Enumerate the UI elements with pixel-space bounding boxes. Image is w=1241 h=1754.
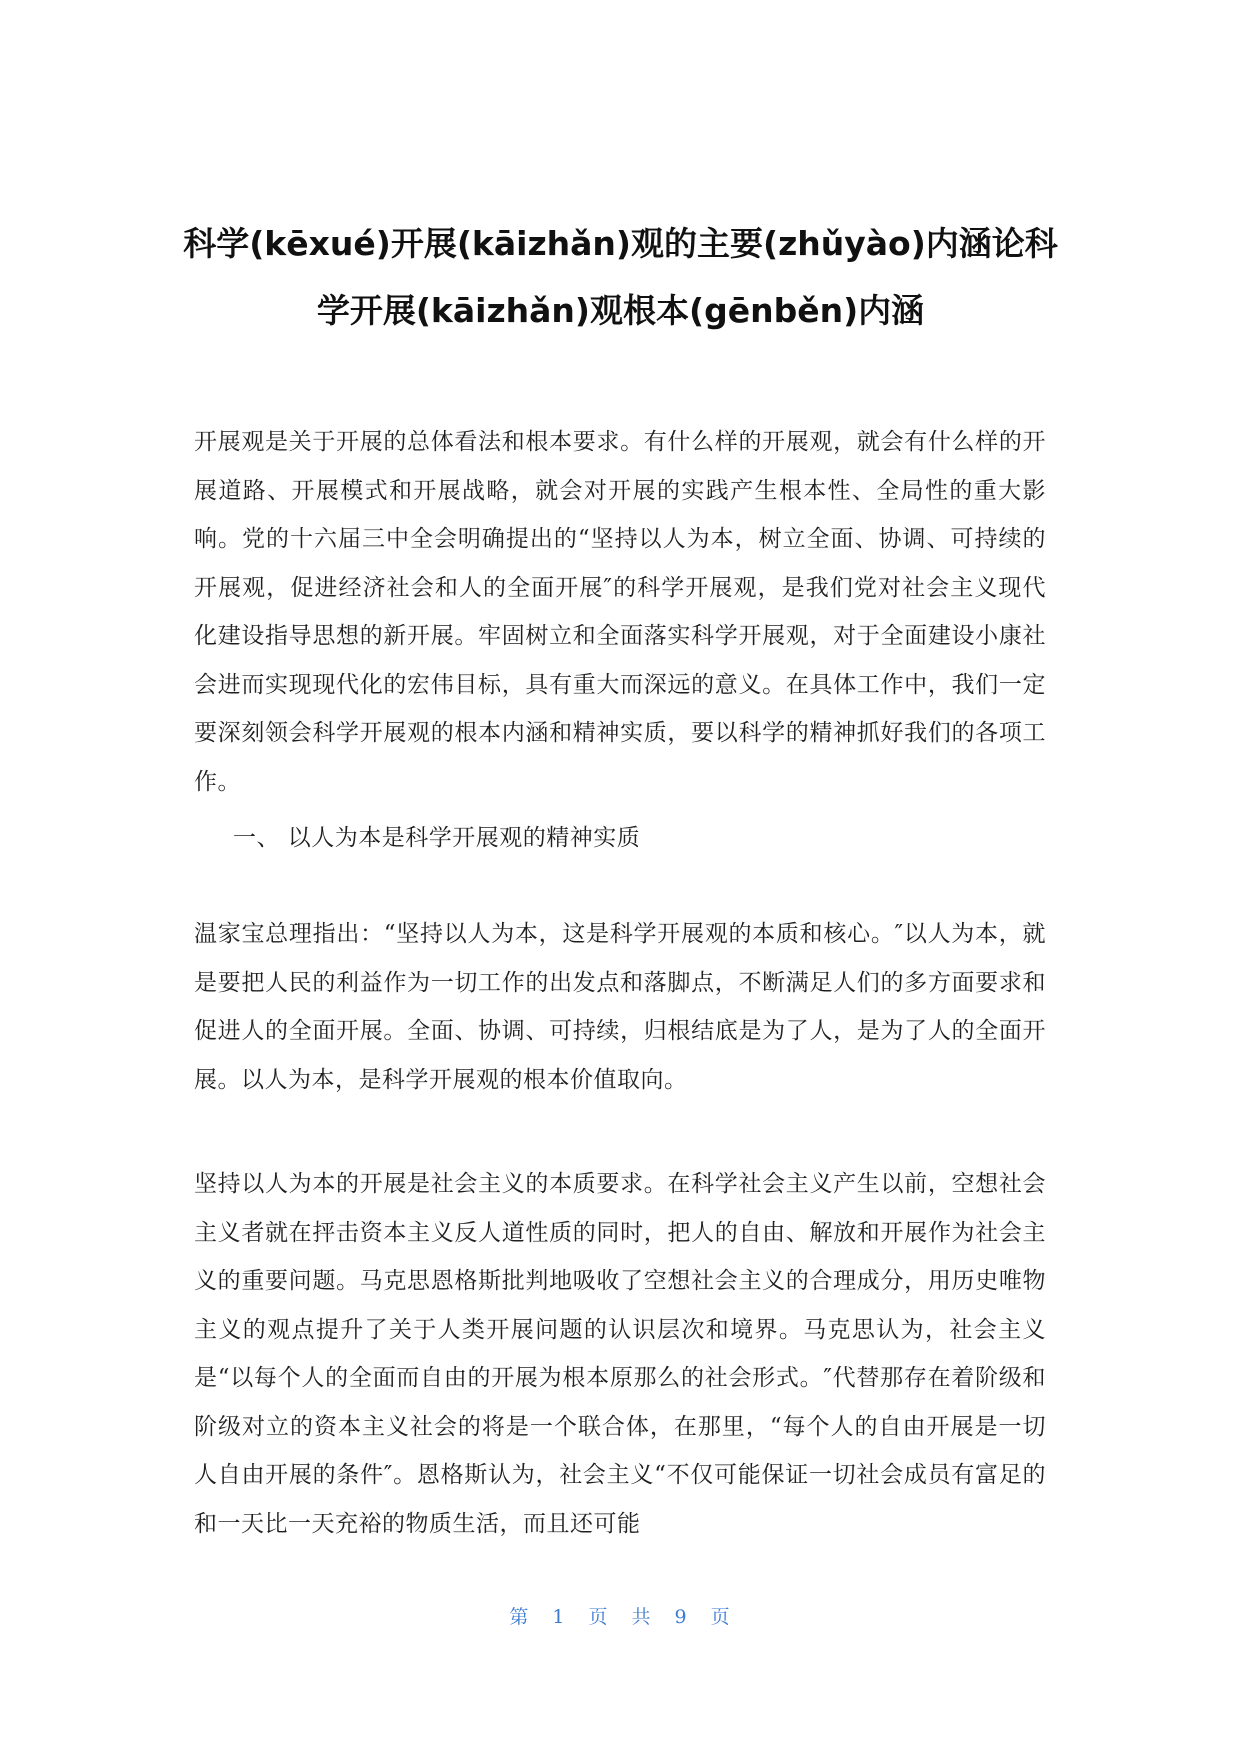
paragraph-2: 温家宝总理指出：“坚持以人为本，这是科学开展观的本质和核心。″以人为本，就是要把人民的利益作为一切工作的出发点和落脚点，不断满足人们的多方面要求和促进人的全面开展。全面、协调、可持续，归根结底是为了人，是为了人的全面开展。以人为本，是科学开展观的根本价值取向。 (194, 921, 1046, 1093)
section-heading-block (233, 814, 1053, 863)
title-line-2: 学开展(kāizhǎn)观根本(gēnběn)内涵 (316, 291, 925, 331)
paragraph-1: 开展观是关于开展的总体看法和根本要求。有什么样的开展观，就会有什么样的开展道路、开展模式和开展战略，就会对开展的实践产生根本性、全局性的重大影响。党的十六届三中全会明确提出的“坚持以人为本，树立全面、协调、可持续的开展观，促进经济社会和人的全面开展″的科学开展观，是我们党对社会主义现代化建设指导思想的新开展。牢固树立和全面落实科学开展观，对于全面建设小康社会进而实现现代化的宏伟目标，具有重大而深远的意义。在具体工作中，我们一定要深刻领会科学开展观的根本内涵和精神实质，要以科学的精神抓好我们的各项工作。 (194, 429, 1046, 795)
paragraph-3: 坚持以人为本的开展是社会主义的本质要求。在科学社会主义产生以前，空想社会主义者就在抨击资本主义反人道性质的同时，把人的自由、解放和开展作为社会主义的重要问题。马克思恩格斯批判地吸收了空想社会主义的合理成分，用历史唯物主义的观点提升了关于人类开展问题的认识层次和境界。马克思认为，社会主义是“以每个人的全面而自由的开展为根本原那么的社会形式。″代替那存在着阶级和阶级对立的资本主义社会的将是一个联合体，在那里，“每个人的自由开展是一切人自由开展的条件″。恩格斯认为，社会主义“不仅可能保证一切社会成员有富足的和一天比一天充裕的物质生活，而且还可能 (194, 1171, 1046, 1537)
paragraph-3-block (194, 1160, 1046, 1548)
title-line-1: 科学(kēxué)开展(kāizhǎn)观的主要(zhǔyào)内涵论科 (183, 224, 1058, 264)
page-number-footer: 第 1 页 共 9 页 (509, 1606, 732, 1628)
section-heading-1: 一、 以人为本是科学开展观的精神实质 (233, 825, 641, 851)
paragraph-2-block (194, 910, 1046, 1104)
document-title (180, 210, 1061, 344)
paragraph-1-block (194, 418, 1046, 806)
